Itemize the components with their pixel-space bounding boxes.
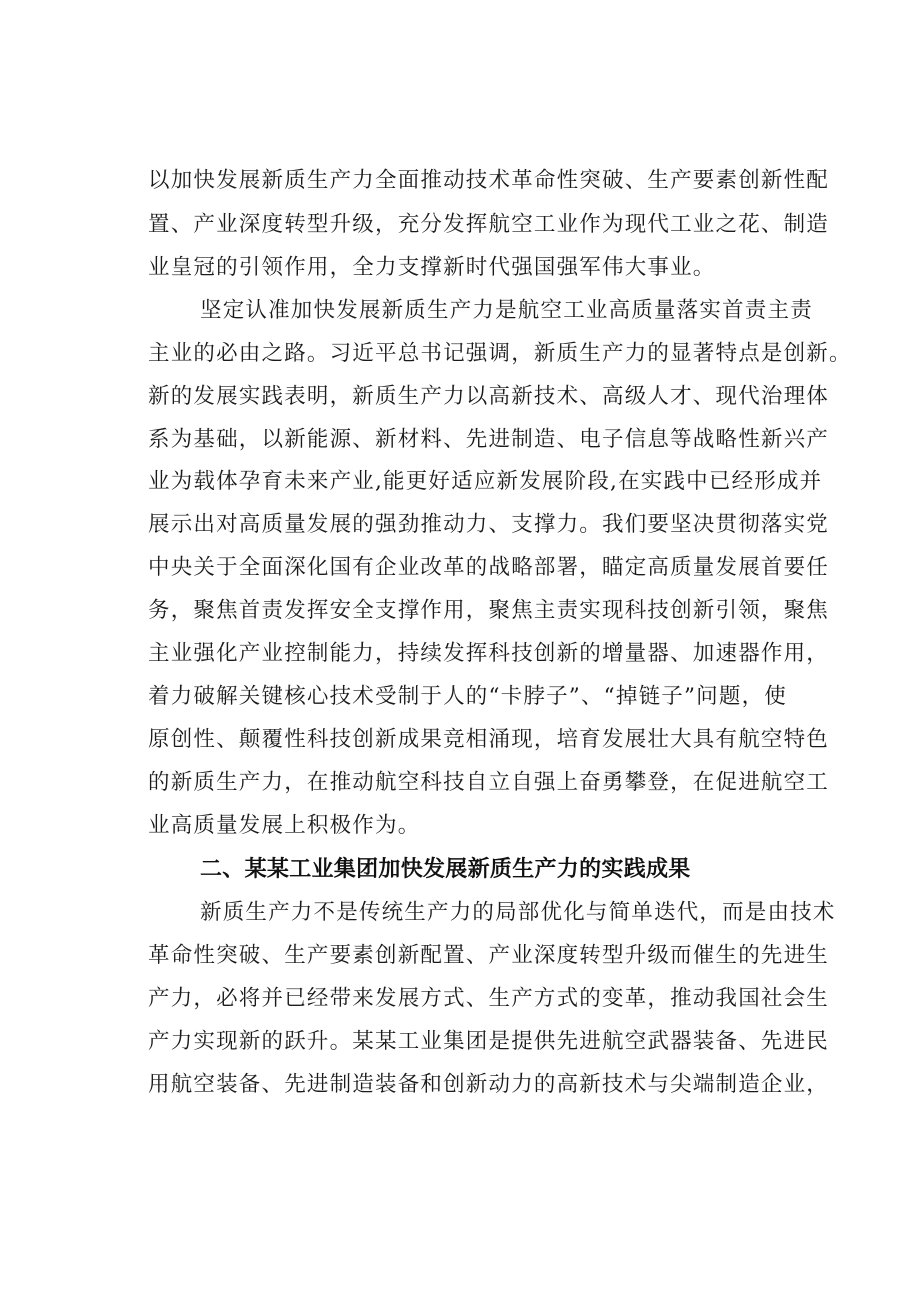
paragraph-line: 着力破解关键核心技术受制于人的“卡脖子”、“掉链子”问题，使 [148, 684, 787, 709]
paragraph-line: 务，聚焦首责发挥安全支撑作用，聚焦主责实现科技创新引领，聚焦 [148, 598, 830, 623]
paragraph-line: 用航空装备、先进制造装备和创新动力的高新技术与尖端制造企业， [148, 1072, 830, 1097]
paragraph-line: 的新质生产力，在推动航空科技自立自强上奋勇攀登，在促进航空工 [148, 770, 830, 795]
paragraph-line: 以加快发展新质生产力全面推动技术革命性突破、生产要素创新性配 [148, 168, 830, 193]
paragraph-line: 业高质量发展上积极作为。 [148, 813, 421, 838]
paragraph-line: 展示出对高质量发展的强劲推动力、支撑力。我们要坚决贯彻落实党 [148, 512, 830, 537]
section-heading: 二、某某工业集团加快发展新质生产力的实践成果 [200, 857, 691, 882]
paragraph-line: 产力，必将并已经带来发展方式、生产方式的变革，推动我国社会生 [148, 986, 830, 1011]
paragraph-line: 新的发展实践表明，新质生产力以高新技术、高级人才、现代治理体 [148, 384, 830, 409]
paragraph-line: 业为载体孕育未来产业,能更好适应新发展阶段,在实践中已经形成并 [148, 469, 823, 494]
paragraph-line: 中央关于全面深化国有企业改革的战略部署，瞄定高质量发展首要任 [148, 555, 830, 580]
paragraph-line: 主业的必由之路。习近平总书记强调，新质生产力的显著特点是创新。 [148, 341, 852, 366]
paragraph-line: 坚定认准加快发展新质生产力是航空工业高质量落实首责主责 [200, 298, 813, 323]
paragraph-line: 革命性突破、生产要素创新配置、产业深度转型升级而催生的先进生 [148, 943, 830, 968]
paragraph-line: 业皇冠的引领作用，全力支撑新时代强国强军伟大事业。 [148, 255, 716, 280]
paragraph-line: 主业强化产业控制能力，持续发挥科技创新的增量器、加速器作用， [148, 641, 830, 666]
paragraph-line: 原创性、颠覆性科技创新成果竞相涌现，培育发展壮大具有航空特色 [148, 727, 830, 752]
paragraph-line: 系为基础，以新能源、新材料、先进制造、电子信息等战略性新兴产 [148, 427, 830, 452]
paragraph-line: 新质生产力不是传统生产力的局部优化与简单迭代，而是由技术 [200, 900, 836, 925]
paragraph-line: 产力实现新的跃升。某某工业集团是提供先进航空武器装备、先进民 [148, 1029, 830, 1054]
paragraph-line: 置、产业深度转型升级，充分发挥航空工业作为现代工业之花、制造 [148, 212, 830, 237]
